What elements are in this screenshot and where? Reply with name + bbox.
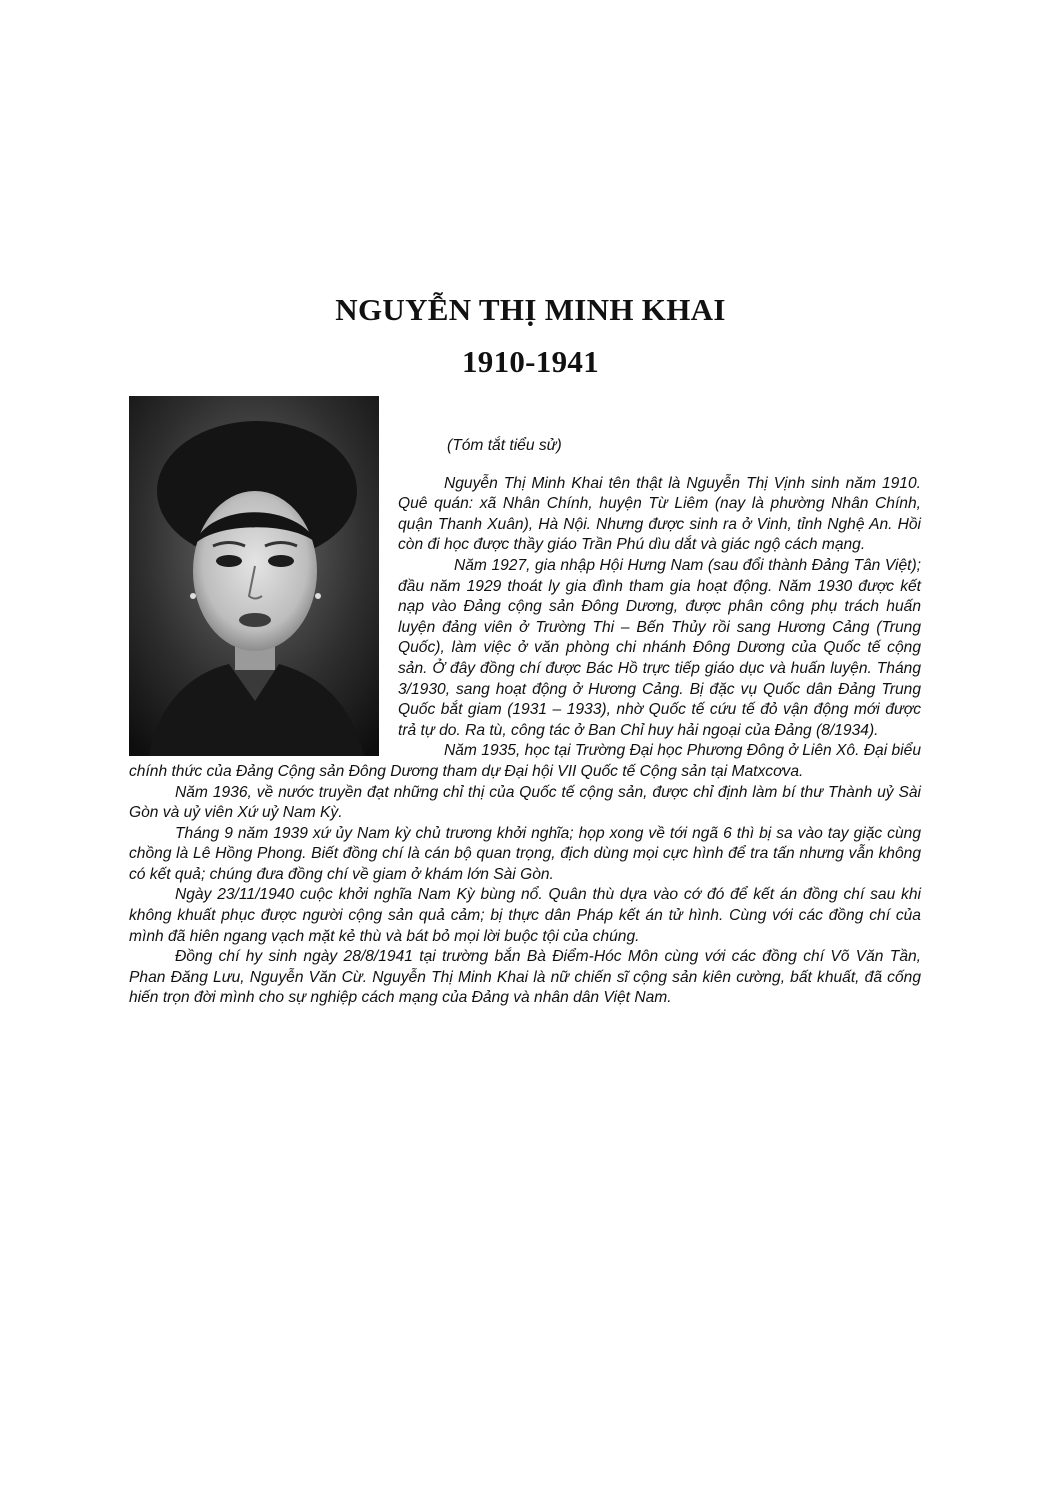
- paragraph: Tháng 9 năm 1939 xứ ủy Nam kỳ chủ trương khởi nghĩa; họp xong về tới ngã 6 thì bị sa vào tay giặc cùng chồng là Lê Hồng Phong. Biết đồng chí là cán bộ quan trọng, địch dùng mọi cực hình để tra tấn nhưng vẫn không có kết quả; chúng đưa đồng chí về giam ở khám lớn Sài Gòn.: [129, 824, 921, 883]
- paragraph: Năm 1927, gia nhập Hội Hưng Nam (sau đổi thành Đảng Tân Việt); đầu năm 1929 thoát ly gia đình tham gia hoạt động. Năm 1930 được kết nạp vào Đảng cộng sản Đông Dương, được phân công phụ trách huấn luyện đảng viên ở Trường Thi – Bến Thủy rồi sang Hương Cảng (Trung Quốc), làm việc ở văn phòng chi nhánh Đông Dương của Quốc tế cộng sản. Ở đây đồng chí được Bác Hồ trực tiếp giáo dục và huấn luyện. Tháng 3/1930, sang hoạt động ở Hương Cảng. Bị đặc vụ Quốc dân Đảng Trung Quốc bắt giam (1931 – 1933), nhờ Quốc tế cứu tế đỏ vận động mới được trả tự do. Ra tù, công tác ở Ban Chỉ huy hải ngoại của Đảng (8/1934).: [398, 556, 921, 739]
- page-title: NGUYỄN THỊ MINH KHAI: [335, 292, 726, 327]
- portrait-wrap-spacer: [129, 436, 398, 760]
- paragraph: Đồng chí hy sinh ngày 28/8/1941 tại trường bắn Bà Điểm-Hóc Môn cùng với các đồng chí Võ Văn Tần, Phan Đăng Lưu, Nguyễn Văn Cừ. Nguyễn Thị Minh Khai là nữ chiến sĩ cộng sản kiên cường, bất khuất, đã cống hiến trọn đời mình cho sự nghiệp cách mạng của Đảng và nhân dân Việt Nam.: [129, 948, 921, 1007]
- page-subtitle-years: 1910-1941: [461, 344, 600, 379]
- paragraph: Năm 1936, về nước truyền đạt những chỉ thị của Quốc tế cộng sản, được chỉ định làm bí thư Thành uỷ Sài Gòn và uỷ viên Xứ uỷ Nam Kỳ.: [129, 783, 921, 822]
- paragraph: Nguyễn Thị Minh Khai tên thật là Nguyễn Thị Vịnh sinh năm 1910. Quê quán: xã Nhân Chính, huyện Từ Liêm (nay là phường Nhân Chính, quận Thanh Xuân), Hà Nội. Nhưng được sinh ra ở Vinh, tỉnh Nghệ An. Hồi còn đi học được thầy giáo Trần Phú dìu dắt và giác ngộ cách mạng.: [398, 474, 921, 554]
- paragraph: Năm 1935, học tại Trường Đại học Phương Đông ở Liên Xô. Đại biểu chính thức của Đảng Cộng sản Đông Dương tham dự Đại hội VII Quốc tế Cộng sản tại Matxcơva.: [129, 742, 921, 780]
- paragraph: Ngày 23/11/1940 cuộc khởi nghĩa Nam Kỳ bùng nổ. Quân thù dựa vào cớ đó để kết án đồng chí sau khi không khuất phục được người cộng sản quả cảm; bị thực dân Pháp kết án tử hình. Cùng với các đồng chí của mình đã hiên ngang vạch mặt kẻ thù và bát bỏ mọi lời buộc tội của chúng.: [129, 886, 921, 945]
- biography-text: [129, 436, 921, 1009]
- biography-subtitle: (Tóm tắt tiểu sử): [447, 437, 562, 454]
